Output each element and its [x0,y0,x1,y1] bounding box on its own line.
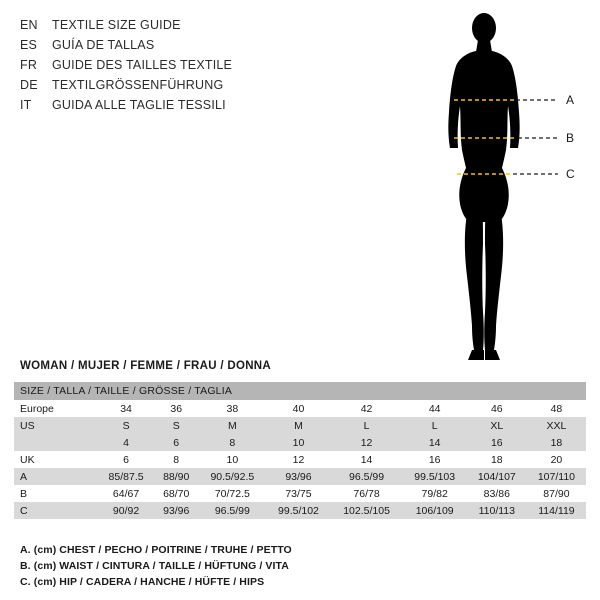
row-label: US [14,417,98,434]
body-figure [380,8,590,368]
cell: 99.5/102 [266,502,330,519]
cell: 79/82 [403,485,467,502]
language-row [20,16,350,34]
leader-lines [513,100,558,174]
size-table [14,382,586,519]
table-row [14,451,586,468]
language-title-block [20,16,350,116]
cell: 18 [527,434,586,451]
cell: 96.5/99 [331,468,403,485]
cell: 110/113 [467,502,527,519]
marker-label-c: C [566,167,575,181]
cell: S [154,417,198,434]
legend [20,542,580,590]
cell: 6 [154,434,198,451]
cell: 107/110 [527,468,586,485]
cell: 87/90 [527,485,586,502]
cell: 102.5/105 [331,502,403,519]
cell: 44 [403,400,467,417]
language-row [20,76,350,94]
marker-label-a: A [566,93,575,107]
row-label: B [14,485,98,502]
cell: 70/72.5 [198,485,266,502]
language-title: GUÍA DE TALLAS [52,38,155,52]
cell: 114/119 [527,502,586,519]
cell: XL [467,417,527,434]
language-code: ES [20,38,38,52]
cell: 90.5/92.5 [198,468,266,485]
cell: 8 [154,451,198,468]
row-label: A [14,468,98,485]
table-row [14,417,586,434]
table-row [14,434,586,451]
cell: 93/96 [266,468,330,485]
cell: 106/109 [403,502,467,519]
cell: 14 [331,451,403,468]
female-silhouette-icon [448,13,519,360]
cell: S [98,417,154,434]
legend-line-b: B. (cm) WAIST / CINTURA / TAILLE / HÜFTUNG / VITA [20,560,289,572]
cell: 8 [198,434,266,451]
cell: M [198,417,266,434]
cell: 12 [266,451,330,468]
cell: 83/86 [467,485,527,502]
cell: 48 [527,400,586,417]
cell: 40 [266,400,330,417]
legend-line-a: A. (cm) CHEST / PECHO / POITRINE / TRUHE / PETTO [20,544,292,556]
cell: 85/87.5 [98,468,154,485]
cell: 34 [98,400,154,417]
cell: L [403,417,467,434]
legend-line-c: C. (cm) HIP / CADERA / HANCHE / HÜFTE / HIPS [20,576,265,588]
table-row [14,502,586,519]
language-code: IT [20,98,32,112]
table-row [14,485,586,502]
cell: 16 [467,434,527,451]
language-code: DE [20,78,38,92]
language-row [20,36,350,54]
language-title: GUIDA ALLE TAGLIE TESSILI [52,98,226,112]
cell: 12 [331,434,403,451]
cell: 4 [98,434,154,451]
cell: 88/90 [154,468,198,485]
cell: 10 [198,451,266,468]
table-header-label: SIZE / TALLA / TAILLE / GRÖSSE / TAGLIA [14,382,586,400]
cell: 14 [403,434,467,451]
cell: 10 [266,434,330,451]
cell: 93/96 [154,502,198,519]
language-row [20,56,350,74]
row-label: UK [14,451,98,468]
cell: 16 [403,451,467,468]
cell: 96.5/99 [198,502,266,519]
cell: 104/107 [467,468,527,485]
cell: 68/70 [154,485,198,502]
table-row [14,468,586,485]
cell: 38 [198,400,266,417]
row-label [14,434,98,451]
cell: 42 [331,400,403,417]
language-code: FR [20,58,38,72]
cell: 6 [98,451,154,468]
language-title: GUIDE DES TAILLES TEXTILE [52,58,233,72]
language-code: EN [20,18,38,32]
row-label: Europe [14,400,98,417]
cell: M [266,417,330,434]
cell: L [331,417,403,434]
language-title: TEXTILE SIZE GUIDE [52,18,181,32]
language-row [20,96,350,114]
cell: 90/92 [98,502,154,519]
section-label: WOMAN / MUJER / FEMME / FRAU / DONNA [20,360,272,372]
cell: 99.5/103 [403,468,467,485]
row-label: C [14,502,98,519]
table-header-row [14,382,586,400]
table-row [14,400,586,417]
marker-label-b: B [566,131,575,145]
cell: 64/67 [98,485,154,502]
cell: 46 [467,400,527,417]
language-title: TEXTILGRÖSSENFÜHRUNG [52,78,224,92]
cell: 73/75 [266,485,330,502]
cell: 36 [154,400,198,417]
cell: XXL [527,417,586,434]
cell: 18 [467,451,527,468]
cell: 76/78 [331,485,403,502]
cell: 20 [527,451,586,468]
